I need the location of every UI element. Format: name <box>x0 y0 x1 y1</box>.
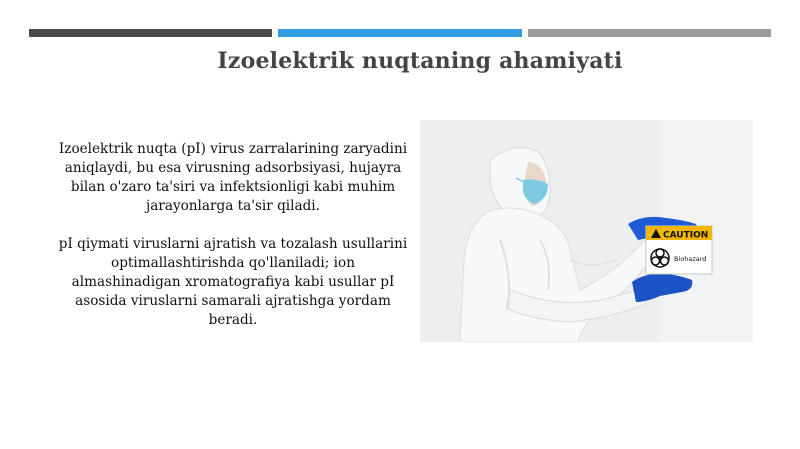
paragraph-1: Izoelektrik nuqta (pI) virus zarralarining zaryadini aniqlaydi, bu esa virusning adsorbsiyasi, hujayra bilan o'zaro ta'siri va infektsionligi kabi muhim jarayonlarga ta'sir qiladi. <box>58 141 408 214</box>
caution-label: CAUTION <box>663 230 709 241</box>
accent-bar-right <box>528 29 771 37</box>
biohazard-photo <box>420 120 753 342</box>
caution-sign <box>646 226 712 274</box>
accent-bar-left <box>29 29 272 37</box>
accent-bar-middle <box>278 29 522 37</box>
biohazard-label: Biohazard <box>674 255 707 263</box>
body-text <box>58 140 408 330</box>
slide-title: Izoelektrik nuqtaning ahamiyati <box>217 48 623 74</box>
paragraph-2: pI qiymati viruslarni ajratish va tozalash usullarini optimallashtirishda qo'llaniladi; ion almashinadigan xromatografiya kabi usullar pI asosida viruslarni samarali ajratishga yordam beradi. <box>58 236 408 328</box>
